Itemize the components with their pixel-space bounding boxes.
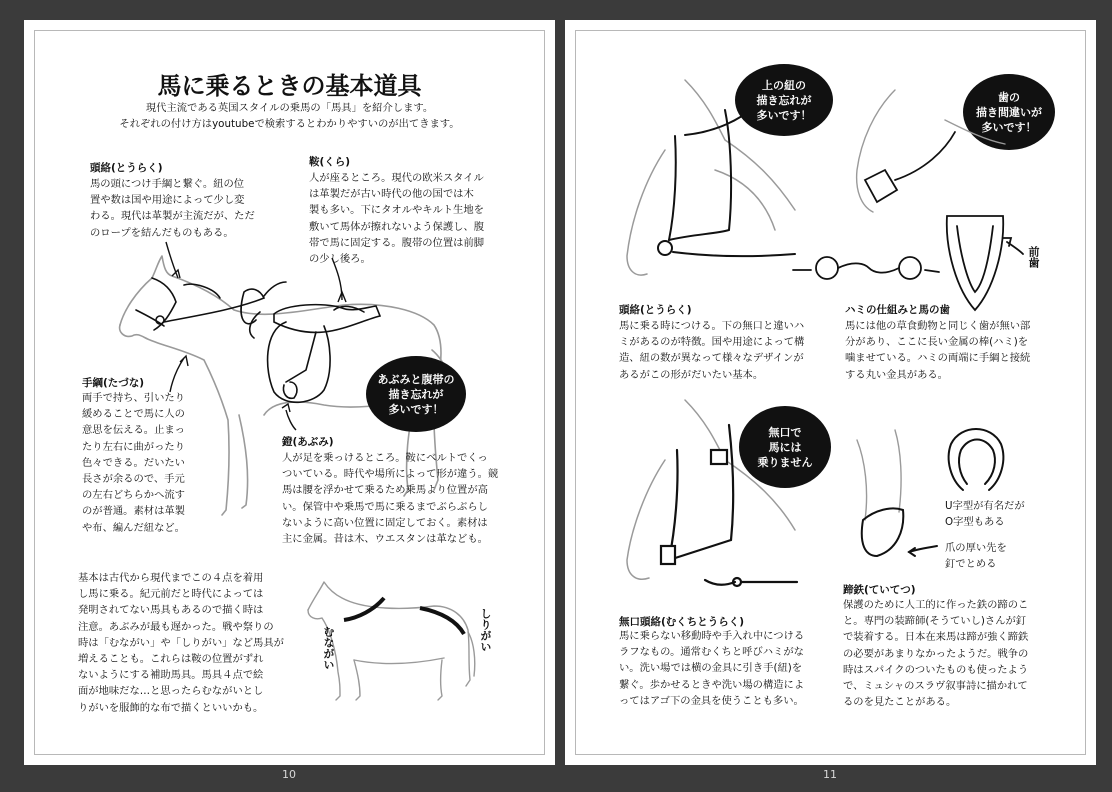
page-11 (565, 20, 1096, 765)
saddle-heading: 鞍(くら) (309, 156, 351, 168)
saddle-text: 人が座るところ。現代の欧米スタイル は革製だが古い時代の他の国では木 製も多い。下にタオルやキルト生地を 敷いて馬体が擦れないよう保護し、腹 帯で馬に固定する。腹帯の位置は前脚 の少し後ろ。 (309, 172, 485, 266)
page-number-left: 10 (282, 768, 296, 781)
horseshoe-shape-note: U字型が有名だが O字型もある (945, 500, 1025, 529)
intro-text: 現代主流である英国スタイルの乗馬の「馬具」を紹介します。 それぞれの付け方はyoutubeで検索するとわかりやすいのが出てきます。 (119, 102, 460, 131)
small-horse-illustration (24, 20, 555, 765)
reins-heading: 手綱(たづな) (82, 377, 145, 389)
bridle-text: 馬の頭につけ手綱と繋ぐ。紐の位 置や数は国や用途によって少し変 わる。現代は革製が主流だが、ただ のロープを結んだものもある。 (90, 178, 255, 239)
bottom-text: 基本は古代から現代までこの４点を着用 し馬に乗る。紀元前だと時代によっては 発明されてない馬具もあるので描く時は 注意。あぶみが最も遅かった。戦や祭りの 時は「むながい」や「しりがい」など馬具が 増えることも。これらは鞍の位置がずれ ないようにする補助馬具。馬具４点で絵 面が地味だな…と思ったらむながいとし りがいを服飾的な布で描くといいかも。 (78, 572, 284, 714)
bit-text: 馬には他の草食動物と同じく歯が無い部 分があり、ここに長い金属の棒(ハミ)を 噛ませている。ハミの両端に手綱と接続 する丸い金具がある。 (845, 320, 1031, 381)
horseshoe-text: 保護のために人工的に作った鉄の蹄のこ と。専門の装蹄師(そうていし)さんが釘 で装着する。日本在来馬は蹄が強く蹄鉄 の必要があまりなかったようだ。戦争の 時はスパイクのついたものも使ったよう で、ミュシャのスラヴ叙事詩に描かれて るのを見たことがある。 (843, 599, 1029, 709)
page-10 (24, 20, 555, 765)
halter-heading: 無口頭絡(むくちとうらく) (619, 616, 745, 628)
label-munagai: むながい (322, 626, 335, 670)
bridle-heading: 頭絡(とうらく) (90, 162, 163, 174)
bridle-heading: 頭絡(とうらく) (619, 304, 692, 316)
label-shirigai: しりがい (479, 608, 492, 652)
bubble-halter-note: 無口で 馬には 乗りません (739, 406, 831, 488)
page-number-right: 11 (823, 768, 837, 781)
bubble-stirrup-girth-note: あぶみと腹帯の 描き忘れが 多いです！ (366, 356, 466, 432)
bit-heading: ハミの仕組みと馬の歯 (845, 304, 950, 316)
horseshoe-heading: 蹄鉄(ていてつ) (843, 584, 916, 596)
hoof-nail-note: 爪の厚い先を 釘でとめる (945, 542, 1007, 571)
bridle-text: 馬に乗る時につける。下の無口と違いハ ミがあるのが特徴。国や用途によって構 造、紐の数が異なって様々なデザインが あるがこの形がだいたい基本。 (619, 320, 805, 381)
bubble-teeth-note: 歯の 描き間違いが 多いです！ (963, 74, 1055, 150)
reins-text: 両手で持ち、引いたり 緩めることで馬に人の 意思を伝える。止まっ たり左右に曲がったり 色々できる。だいたい 長さが余るので、手元 の左右どちらかへ流す のが普通。素材は革製 や布、編んだ紐など。 (82, 392, 185, 534)
stirrup-heading: 鐙(あぶみ) (282, 436, 334, 448)
stirrup-text: 人が足を乗っけるところ。鞍にベルトでくっ ついている。時代や場所によって形が違う。競 馬は腰を浮かせて乗るため乗馬より位置が高 い。保管中や乗馬で馬に乗るまでぶらぶらし ないように高い位置に固定しておく。素材は 主に金属。昔は木、ウエスタンは革なども。 (282, 452, 499, 546)
label-front-teeth: 前歯 (1027, 246, 1040, 268)
bubble-top-strap-note: 上の紐の 描き忘れが 多いです！ (735, 64, 833, 136)
halter-text: 馬に乗らない移動時や手入れ中につける ラフなもの。通常むくちと呼びハミがな い。洗い場では横の金具に引き手(紐)を 繋ぐ。歩かせるときや洗い場の構造によ ってはアゴ下の金具を使うことも多い。 (619, 630, 805, 707)
page-title: 馬に乗るときの基本道具 (157, 72, 422, 100)
